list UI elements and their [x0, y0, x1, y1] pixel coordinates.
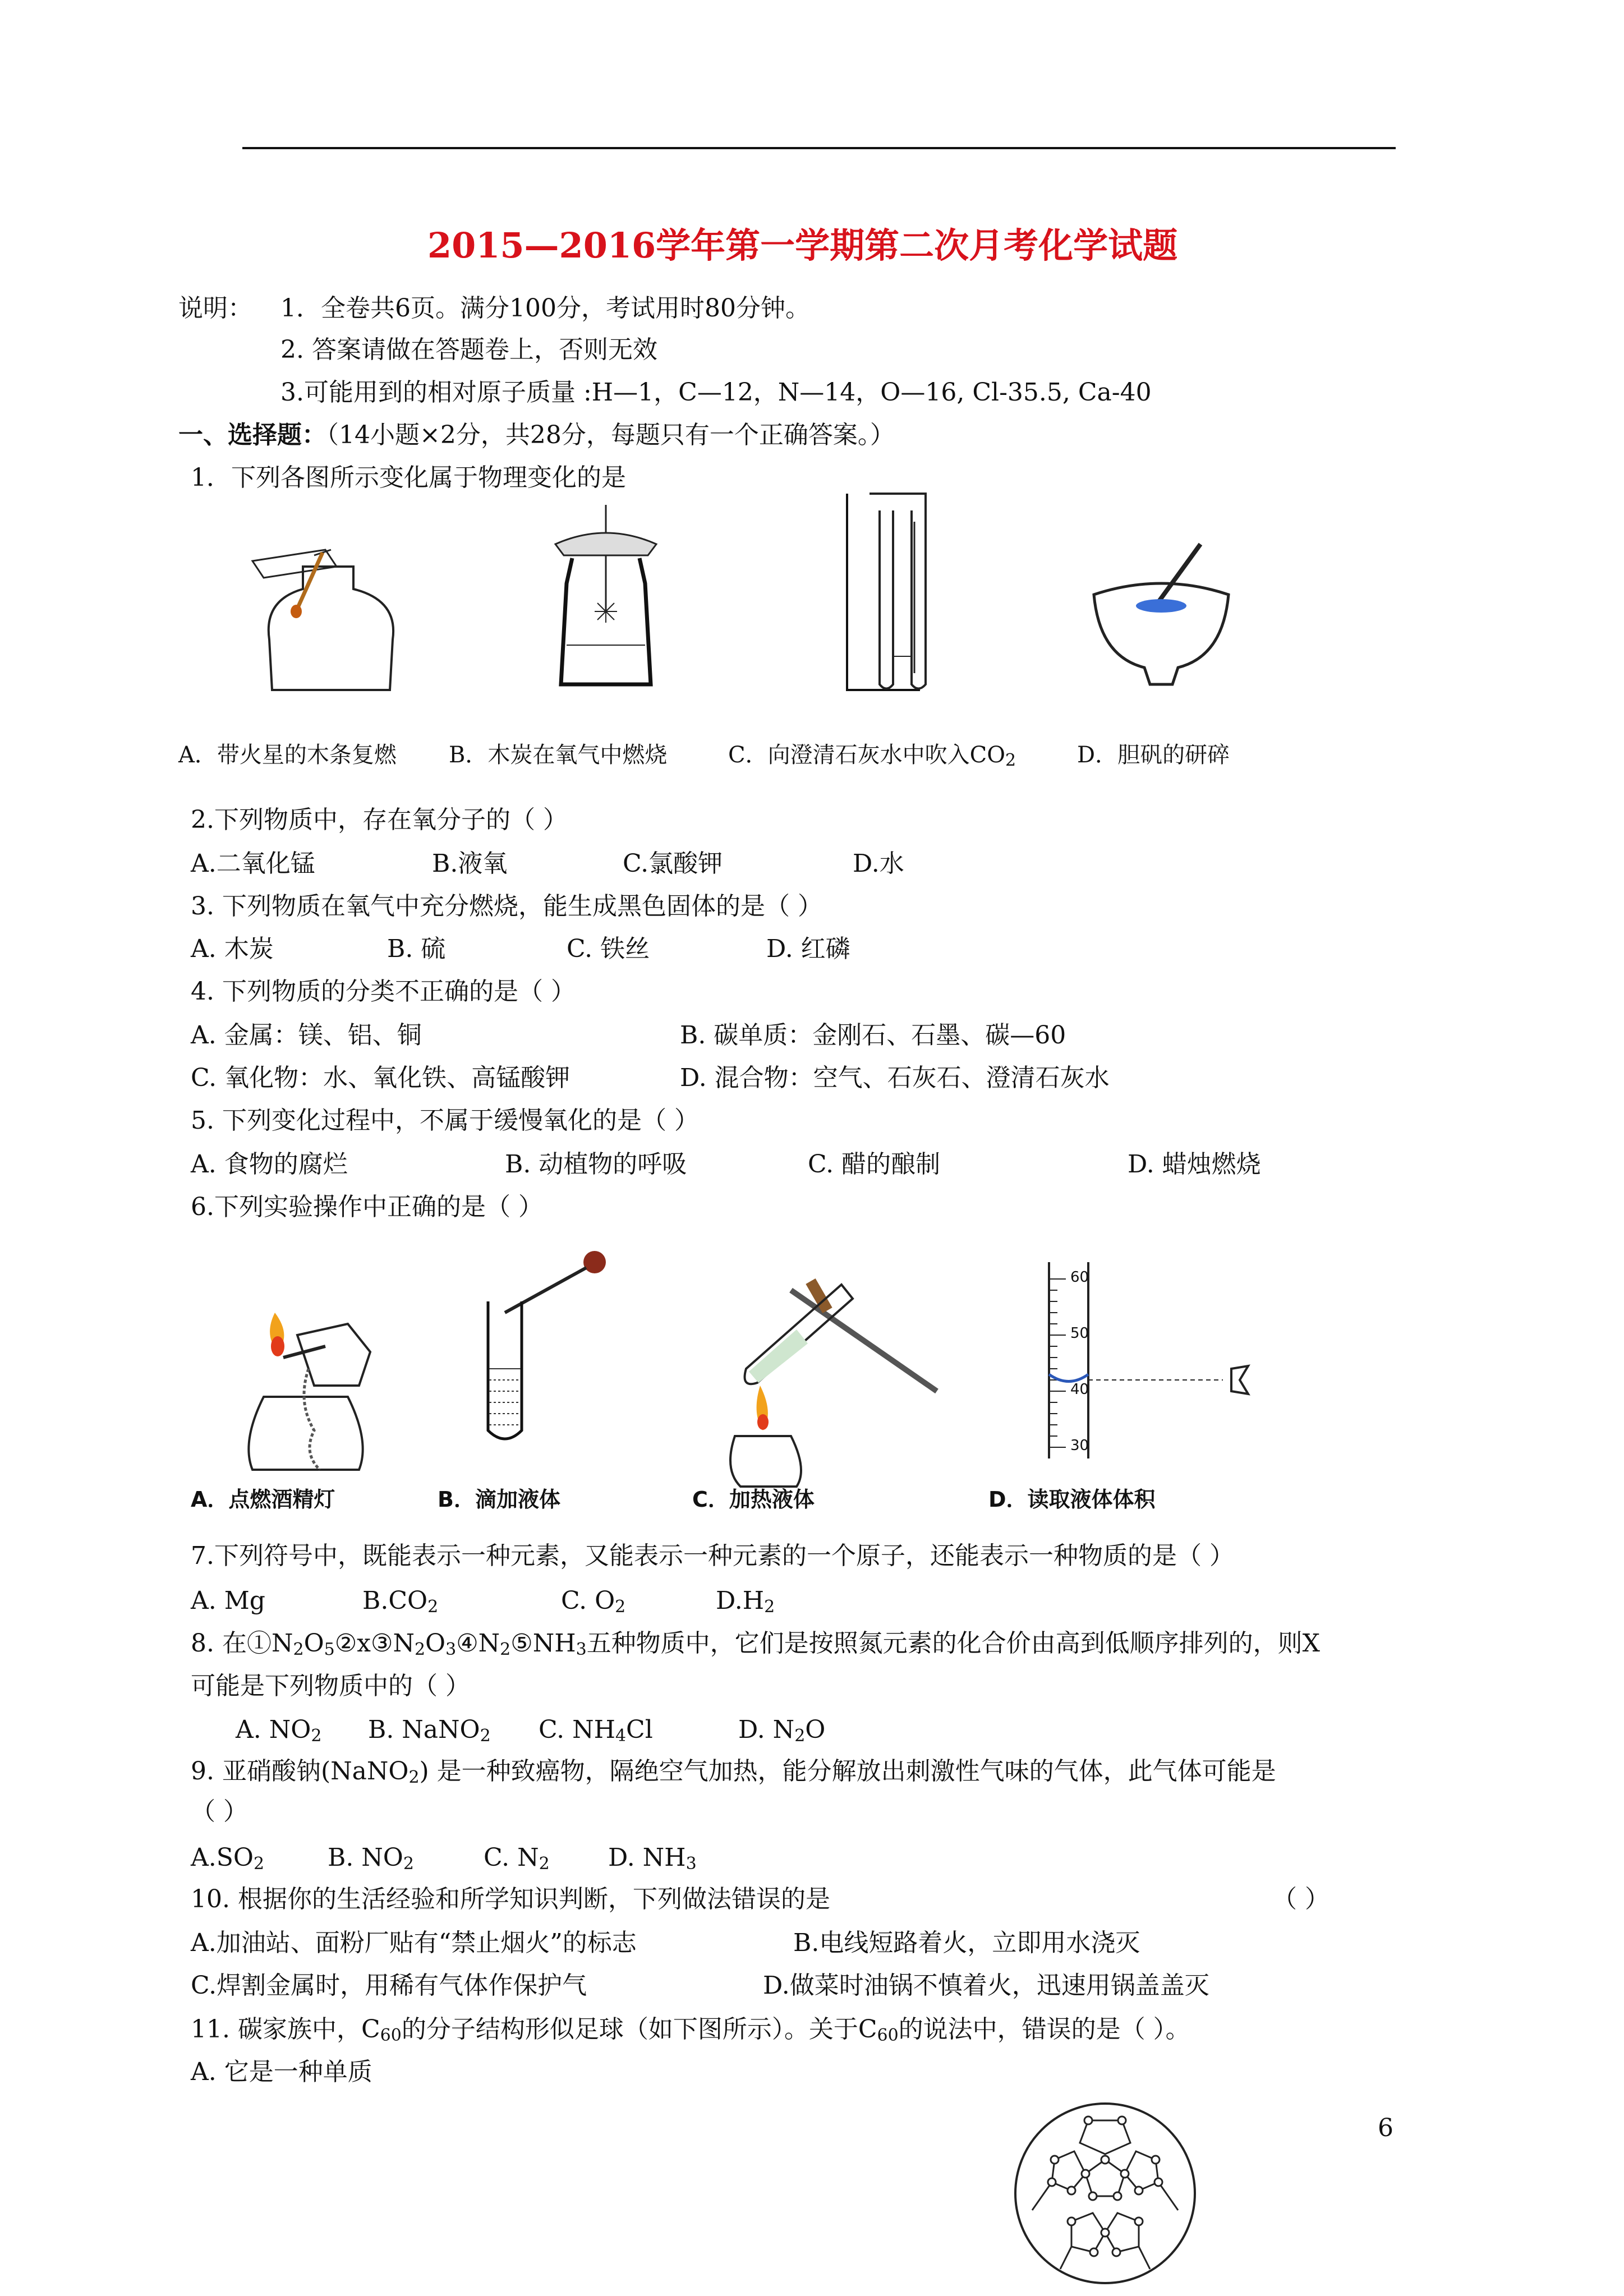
q2-option-d: D.水 — [853, 849, 904, 878]
q3-option-b: B. 硫 — [387, 935, 446, 963]
q5-option-d: D. 蜡烛燃烧 — [1128, 1150, 1261, 1179]
q5-stem: 5. 下列变化过程中，不属于缓慢氧化的是（ ） — [191, 1106, 699, 1135]
q1-stem: 1．下列各图所示变化属于物理变化的是 — [191, 463, 626, 492]
q8-option-b-sub: 2 — [480, 1726, 491, 1746]
instruction-line-3: 3.可能用到的相对原子质量 :H—1，C—12，N—14，O—16, Cl-35.5, Ca-40 — [280, 378, 1152, 407]
section-heading — [178, 418, 895, 452]
q9-option-b — [328, 1841, 414, 1875]
q7-option-d — [716, 1584, 775, 1618]
q8-option-a — [236, 1713, 321, 1747]
section-heading-note: （14小题×2分，共28分，每题只有一个正确答案。） — [326, 421, 895, 449]
q2-option-b: B.液氧 — [432, 849, 508, 878]
q11-text-d: ）。 — [1145, 2015, 1190, 2044]
q10-option-d: D.做菜时油锅不慎着火，迅速用锅盖盖灭 — [763, 1971, 1209, 2000]
q7-option-c — [561, 1584, 625, 1618]
q10-option-b: B.电线短路着火，立即用水浇灭 — [793, 1929, 1140, 1957]
q6-figure-c-heating-tube — [724, 1268, 937, 1492]
q8-line-1 — [191, 1627, 1320, 1660]
q7-option-b — [362, 1584, 438, 1618]
q7-stem: 7.下列符号中，既能表示一种元素，又能表示一种元素的一个原子，还能表示一种物质的是（ ） — [191, 1542, 1234, 1570]
q11-text-c: 的说法中，错误的是（ — [898, 2015, 1145, 2044]
q8-part-o2: O — [425, 1629, 446, 1658]
q6-caption-a: A．点燃酒精灯 — [191, 1487, 335, 1512]
q11-stem — [191, 2013, 1190, 2046]
q8-sub-6: 3 — [576, 1640, 587, 1659]
q9-option-a — [191, 1841, 264, 1875]
q11-text-a: 11. 碳家族中，C — [191, 2015, 380, 2044]
instructions-label: 说明： — [178, 294, 252, 323]
q3-option-a: A. 木炭 — [191, 935, 274, 963]
q6-figure-a-lighting-lamp — [230, 1301, 381, 1487]
q5-option-a: A. 食物的腐烂 — [191, 1150, 348, 1179]
q8-option-d — [738, 1713, 825, 1747]
q6-stem: 6.下列实验操作中正确的是（ ） — [191, 1193, 543, 1221]
q4-option-d: D. 混合物：空气、石灰石、澄清石灰水 — [680, 1064, 1110, 1092]
q9-option-c-sub: 2 — [539, 1854, 550, 1874]
q4-option-b: B. 碳单质：金刚石、石墨、碳—60 — [680, 1021, 1066, 1050]
q9-line-1 — [191, 1755, 1276, 1788]
q5-option-c: C. 醋的酿制 — [808, 1150, 941, 1179]
q9-option-d — [608, 1841, 697, 1875]
q1-caption-d: D．胆矾的研碎 — [1077, 742, 1230, 768]
q6-caption-c: C．加热液体 — [692, 1487, 815, 1512]
q4-option-a: A. 金属：镁、铝、铜 — [191, 1021, 422, 1050]
q3-option-c: C. 铁丝 — [567, 935, 650, 963]
q8-part-4: ④N — [456, 1629, 500, 1658]
q4-option-c: C. 氧化物：水、氧化铁、高锰酸钾 — [191, 1064, 571, 1092]
q8-part-2: ②x③N — [334, 1629, 415, 1658]
q8-line-2: 可能是下列物质中的（ ） — [191, 1672, 470, 1700]
q1-caption-c-sub: 2 — [1005, 751, 1016, 770]
q7-option-d-sub: 2 — [764, 1597, 775, 1617]
q9-sub: 2 — [408, 1768, 420, 1787]
q1-caption-c-text: C．向澄清石灰水中吹入 — [728, 742, 970, 768]
q7-option-b-sub: 2 — [427, 1597, 439, 1617]
q8-sub-3: 2 — [414, 1640, 426, 1659]
q9-option-d-sub: 3 — [686, 1854, 697, 1874]
section-heading-label: 一、选择题： — [178, 421, 326, 449]
q6-figure-b-dropper-tube — [482, 1245, 617, 1447]
q8-sub-5: 2 — [500, 1640, 511, 1659]
q8-option-c-sub: 4 — [615, 1726, 627, 1746]
q9-text-a: 9. 亚硝酸钠(NaNO — [191, 1757, 409, 1786]
q1-figure-b-bottle-charcoal — [539, 505, 673, 690]
q9-option-c — [484, 1841, 550, 1875]
q7-option-b-text: B.CO — [362, 1586, 428, 1615]
q5-option-b: B. 动植物的呼吸 — [505, 1150, 687, 1179]
q9-option-b-sub: 2 — [403, 1854, 414, 1874]
c60-fullerene-illustration — [1010, 2098, 1200, 2289]
q10-option-c: C.焊割金属时，用稀有气体作保护气 — [191, 1971, 587, 2000]
q8-sub-1: 2 — [293, 1640, 304, 1659]
q8-option-d-sub: 2 — [794, 1726, 806, 1746]
q9-line-2: （ ） — [191, 1797, 248, 1826]
q8-option-a-sub: 2 — [311, 1726, 322, 1746]
cylinder-tick-40: 40 — [1070, 1381, 1089, 1398]
q7-option-c-text: C. O — [561, 1586, 615, 1615]
q8-option-b-text: B. NaNO — [368, 1715, 480, 1744]
q8-option-d-text: D. N — [738, 1715, 795, 1744]
q3-option-d: D. 红磷 — [766, 935, 850, 963]
cylinder-tick-60: 60 — [1070, 1269, 1089, 1286]
q8-prefix: 8. 在①N — [191, 1629, 293, 1658]
q9-text-b: ) 是一种致癌物，隔绝空气加热，能分解放出刺激性气味的气体，此气体可能是 — [419, 1757, 1276, 1786]
q8-option-a-text: A. NO — [236, 1715, 311, 1744]
q6-figure-d-reading-cylinder — [1038, 1262, 1262, 1464]
q1-caption-c-formula: CO — [969, 742, 1006, 768]
cylinder-tick-30: 30 — [1070, 1437, 1089, 1454]
q6-caption-d: D．读取液体体积 — [988, 1487, 1156, 1512]
q8-part-5: ⑤NH — [510, 1629, 576, 1658]
q11-sub-1: 60 — [380, 2026, 402, 2045]
q1-caption-b: B．木炭在氧气中燃烧 — [449, 742, 668, 768]
q10-blank: （ ） — [1272, 1885, 1329, 1913]
q7-option-d-text: D.H — [716, 1586, 765, 1615]
q9-option-a-text: A.SO — [191, 1843, 254, 1872]
q1-figure-d-mortar-pestle — [1088, 539, 1234, 690]
q6-caption-b: B．滴加液体 — [438, 1487, 560, 1512]
q8-option-c-text: C. NH — [539, 1715, 615, 1744]
q1-caption-c — [728, 739, 1016, 771]
q4-stem: 4. 下列物质的分类不正确的是（ ） — [191, 977, 576, 1006]
q9-option-a-sub: 2 — [253, 1854, 265, 1874]
q11-option-a: A. 它是一种单质 — [191, 2058, 372, 2086]
q8-suffix: 五种物质中，它们是按照氮元素的化合价由高到低顺序排列的，则X — [586, 1629, 1321, 1658]
q10-stem: 10. 根据你的生活经验和所学知识判断，下列做法错误的是 — [191, 1885, 830, 1913]
q7-option-a: A. Mg — [191, 1586, 265, 1615]
q9-option-c-text: C. N — [484, 1843, 539, 1872]
q2-option-a: A.二氧化锰 — [191, 849, 315, 878]
q8-option-d-text2: O — [805, 1715, 826, 1744]
q8-option-c-text2: Cl — [626, 1715, 653, 1744]
q7-option-c-sub: 2 — [615, 1597, 626, 1617]
instruction-line-1: 1．全卷共6页。满分100分，考试用时80分钟。 — [280, 294, 810, 323]
q2-option-c: C.氯酸钾 — [623, 849, 723, 878]
q1-caption-a: A．带火星的木条复燃 — [178, 742, 397, 768]
q1-figure-a-bottle-splint — [241, 527, 421, 696]
q2-stem: 2.下列物质中，存在氧分子的（ ） — [191, 806, 568, 834]
q8-option-c — [539, 1713, 653, 1747]
page-number: 6 — [1378, 2114, 1393, 2142]
q8-sub-2: 5 — [324, 1640, 335, 1659]
q8-sub-4: 3 — [445, 1640, 457, 1659]
q1-figure-c-limewater-tube — [836, 488, 954, 696]
cylinder-tick-50: 50 — [1070, 1325, 1089, 1342]
instruction-line-2: 2. 答案请做在答题卷上，否则无效 — [280, 335, 657, 364]
exam-title: 2015—2016学年第一学期第二次月考化学试题 — [427, 225, 1178, 266]
q8-part-o1: O — [303, 1629, 324, 1658]
q3-stem: 3. 下列物质在氧气中充分燃烧，能生成黑色固体的是（ ） — [191, 892, 822, 921]
q11-sub-2: 60 — [877, 2026, 899, 2045]
q8-option-b — [368, 1713, 491, 1747]
q9-option-b-text: B. NO — [328, 1843, 403, 1872]
q11-text-b: 的分子结构形似足球（如下图所示）。关于C — [401, 2015, 877, 2044]
header-rule — [242, 147, 1396, 149]
q10-option-a: A.加油站、面粉厂贴有“禁止烟火”的标志 — [191, 1929, 637, 1957]
q9-option-d-text: D. NH — [608, 1843, 686, 1872]
